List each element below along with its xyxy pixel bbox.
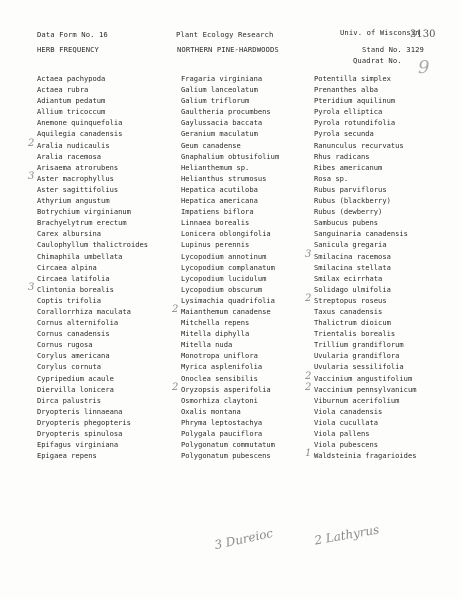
species-item: Dryopteris spinulosa (37, 429, 123, 438)
species-item: Rhus radicans (314, 151, 370, 161)
species-item: Carex albursina (37, 229, 102, 239)
species-item: Vaccinium angustifolium (314, 373, 413, 383)
species-item: Oxalis montana (181, 406, 241, 416)
species-item: Trientalis borealis (314, 329, 396, 339)
species-item: Aralia nudicaulis (37, 140, 110, 150)
species-item: Botrychium virginianum (37, 207, 131, 217)
handwritten-mark: 3 (28, 170, 35, 182)
handwritten-mark: 3 (28, 281, 35, 293)
species-item: Smilacina racemosa (314, 251, 391, 261)
species-item: Dryopteris phegopteris (37, 417, 131, 427)
species-item: Dryopteris linnaeana (37, 406, 123, 416)
university-name: Univ. of Wisconsin (340, 28, 420, 37)
species-item: Aralia racemosa (37, 151, 102, 161)
species-item: Corylus cornuta (37, 362, 102, 372)
species-item: Arisaema atrorubens (37, 162, 119, 172)
stand-number-handwritten: 3130 (410, 29, 436, 40)
species-item: Lycopodium lucidulum (181, 273, 267, 283)
species-item: Lycopodium obscurum (181, 284, 263, 294)
species-item: Hepatica acutiloba (181, 184, 258, 194)
species-item: Circaea latifolia (37, 273, 110, 283)
quadrat-number-handwritten: 9 (418, 57, 430, 78)
species-column-3 (314, 73, 449, 461)
species-item: Geranium maculatum (181, 129, 258, 139)
handwritten-note-right: 2 Lathyrus (313, 522, 381, 548)
handwritten-mark: 2 (28, 137, 35, 149)
species-item: Oryzopsis asperifolia (181, 384, 271, 394)
species-item: Gaylussacia baccata (181, 118, 263, 128)
species-item: Galium lanceolatum (181, 85, 258, 95)
species-item: Vaccinium pennsylvanicum (314, 384, 417, 394)
species-item: Polygonatum commutatum (181, 440, 275, 450)
forest-type: NORTHERN PINE-HARDWOODS (177, 45, 279, 54)
species-item: Lupinus perennis (181, 240, 250, 250)
species-item: Lycopodium annotinum (181, 251, 267, 261)
species-column-2 (181, 73, 316, 461)
species-item: Aster macrophyllus (37, 173, 114, 183)
handwritten-mark: 2 (305, 381, 312, 393)
species-item: Polygala pauciflora (181, 429, 263, 438)
species-item: Rubus (dewberry) (314, 207, 383, 217)
species-item: Mitella diphylla (181, 329, 250, 339)
species-item: Sanicula gregaria (314, 240, 387, 250)
species-item: Athyrium angustum (37, 196, 110, 206)
handwritten-mark: 3 (305, 248, 312, 260)
handwritten-mark: 2 (172, 381, 179, 393)
species-item: Cornus alternifolia (37, 318, 119, 328)
species-item: Linnaea borealis (181, 218, 250, 228)
species-item: Polygonatum pubescens (181, 451, 271, 461)
species-item: Osmorhiza claytoni (181, 395, 258, 405)
species-item: Viola cucullata (314, 417, 379, 427)
species-item: Aquilegia canadensis (37, 129, 123, 139)
species-item: Brachyelytrum erectum (37, 218, 127, 228)
species-item: Rubus (blackberry) (314, 196, 391, 206)
species-item: Corylus americana (37, 351, 110, 361)
handwritten-mark: 2 (305, 293, 312, 304)
species-item: Taxus canadensis (314, 306, 383, 316)
species-item: Pteridium aquilinum (314, 96, 396, 106)
species-item: Helianthemum sp. (181, 162, 250, 172)
species-item: Fragaria virginiana (181, 74, 263, 83)
species-item: Gnaphalium obtusifolium (181, 151, 280, 161)
species-item: Ranunculus recurvatus (314, 140, 404, 150)
species-item: Sambucus pubens (314, 218, 379, 228)
species-item: Mitchella repens (181, 318, 250, 328)
species-item: Phryma leptostachya (181, 417, 263, 427)
stand-number: Stand No. 3129 (362, 45, 424, 54)
species-item: Viola canadensis (314, 406, 383, 416)
species-item: Pyrola elliptica (314, 107, 383, 117)
species-item: Rosa sp. (314, 173, 349, 183)
species-item: Anemone quinquefolia (37, 118, 123, 128)
species-item: Maianthemum canadense (181, 306, 271, 316)
species-item: Impatiens biflora (181, 207, 254, 217)
species-item: Monotropa uniflora (181, 351, 258, 361)
species-item: Smilacina stellata (314, 262, 391, 272)
species-item: Caulophyllum thalictroides (37, 240, 149, 250)
species-item: Solidago ulmifolia (314, 284, 391, 294)
form-subtitle: HERB FREQUENCY (37, 45, 99, 54)
species-item: Mitella nuda (181, 340, 233, 350)
species-item: Uvularia grandiflora (314, 351, 400, 361)
species-item: Allium tricoccum (37, 107, 106, 117)
department-title: Plant Ecology Research (176, 30, 274, 39)
species-item: Waldsteinia fragarioides (314, 451, 417, 461)
species-item: Cornus rugosa (37, 340, 93, 350)
species-item: Pyrola secunda (314, 129, 374, 139)
species-item: Gaultheria procumbens (181, 107, 271, 117)
species-item: Viola pubescens (314, 440, 379, 450)
species-item: Lycopodium complanatum (181, 262, 275, 272)
species-column-1 (37, 73, 172, 461)
species-item: Thalictrum dioicum (314, 318, 391, 328)
species-item: Pyrola rotundifolia (314, 118, 396, 128)
species-item: Geum canadense (181, 140, 241, 150)
species-item: Ribes americanum (314, 162, 383, 172)
species-item: Aster sagittifolius (37, 184, 119, 194)
species-item: Epigaea repens (37, 451, 97, 461)
species-item: Rubus parviflorus (314, 184, 387, 194)
species-item: Prenanthes alba (314, 85, 379, 95)
species-item: Coptis trifolia (37, 295, 102, 305)
species-item: Cornus canadensis (37, 329, 110, 339)
species-item: Lysimachia quadrifolia (181, 295, 275, 305)
species-item: Actaea pachypoda (37, 74, 106, 83)
species-item: Galium triflorum (181, 96, 250, 106)
species-item: Streptopus roseus (314, 295, 387, 305)
species-item: Cypripedium acaule (37, 373, 114, 383)
species-item: Actaea rubra (37, 85, 89, 95)
species-item: Viola pallens (314, 429, 370, 438)
species-item: Viburnum acerifolium (314, 395, 400, 405)
species-item: Myrica asplenifolia (181, 362, 263, 372)
species-item: Lonicera oblongifolia (181, 229, 271, 239)
species-item: Uvularia sessilifolia (314, 362, 404, 372)
handwritten-mark: 1 (305, 448, 312, 460)
species-item: Chimaphila umbellata (37, 251, 123, 261)
species-item: Smilax ecirrhata (314, 273, 383, 283)
handwritten-mark: 2 (172, 304, 179, 316)
species-item: Corallorrhiza maculata (37, 306, 131, 316)
quadrat-number: Quadrat No. (353, 56, 402, 65)
species-item: Onoclea sensibilis (181, 373, 258, 383)
species-item: Hepatica americana (181, 196, 258, 206)
species-item: Clintonia borealis (37, 284, 114, 294)
species-item: Potentilla simplex (314, 74, 391, 83)
handwritten-mark: 2 (305, 370, 312, 382)
species-item: Adiantum pedatum (37, 96, 106, 106)
species-item: Helianthus strumosus (181, 173, 267, 183)
handwritten-note-left: 3 Dureioc (213, 525, 275, 553)
species-item: Epifagus virginiana (37, 440, 119, 450)
species-item: Trillium grandiflorum (314, 340, 404, 350)
form-number: Data Form No. 16 (37, 30, 108, 39)
species-item: Circaea alpina (37, 262, 97, 272)
species-item: Sanguinaria canadensis (314, 229, 408, 239)
species-item: Diervilla lonicera (37, 384, 114, 394)
species-item: Dirca palustris (37, 395, 102, 405)
